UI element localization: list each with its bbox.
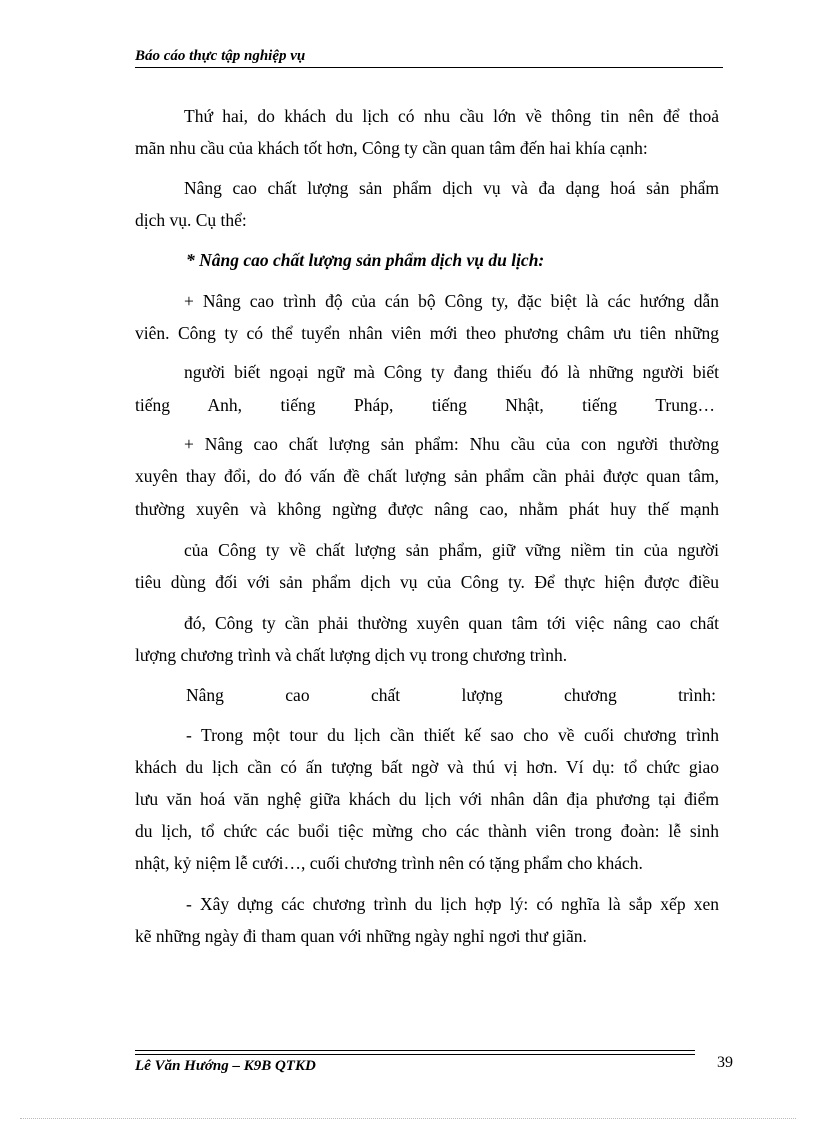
footer-divider: [135, 1050, 695, 1051]
text-line: viên. Công ty có thể tuyển nhân viên mới theo phương châm ưu tiên những: [135, 323, 719, 343]
text-line: Nâng cao chất lượng sản phẩm dịch vụ và đa dạng hoá sản phẩm: [184, 178, 719, 198]
footer-divider-secondary: [135, 1054, 695, 1055]
text-line: khách du lịch cần có ấn tượng bất ngờ và thú vị hơn. Ví dụ: tổ chức giao: [135, 757, 719, 777]
text-line: người biết ngoại ngữ mà Công ty đang thiếu đó là những người biết: [184, 362, 719, 382]
text-line: lưu văn hoá văn nghệ giữa khách du lịch với nhân dân địa phương tại điểm: [135, 789, 719, 809]
text-line: tiếng Anh, tiếng Pháp, tiếng Nhật, tiếng Trung…: [135, 395, 715, 415]
text-line: du lịch, tổ chức các buổi tiệc mừng cho các thành viên trong đoàn: lễ sinh: [135, 821, 719, 841]
text-line: dịch vụ. Cụ thể:: [135, 210, 247, 230]
text-line: tiêu dùng đối với sản phẩm dịch vụ của Công ty. Để thực hiện được điều: [135, 572, 719, 592]
text-line: nhật, kỷ niệm lễ cưới…, cuối chương trình nên có tặng phẩm cho khách.: [135, 853, 643, 873]
text-line: + Nâng cao trình độ của cán bộ Công ty, đặc biệt là các hướng dẫn: [184, 291, 719, 311]
text-line: của Công ty về chất lượng sản phẩm, giữ vững niềm tin của người: [184, 540, 719, 560]
text-line: mãn nhu cầu của khách tốt hơn, Công ty cần quan tâm đến hai khía cạnh:: [135, 138, 648, 158]
text-line: kẽ những ngày đi tham quan với những ngày nghỉ ngơi thư giãn.: [135, 926, 587, 946]
text-line: Nâng cao chất lượng chương trình:: [186, 685, 716, 705]
text-line: - Trong một tour du lịch cần thiết kế sao cho về cuối chương trình: [186, 725, 719, 745]
text-line: + Nâng cao chất lượng sản phẩm: Nhu cầu của con người thường: [184, 434, 719, 454]
running-header: Báo cáo thực tập nghiệp vụ: [135, 48, 306, 64]
page-bottom-edge: [20, 1118, 796, 1119]
text-line: lượng chương trình và chất lượng dịch vụ trong chương trình.: [135, 645, 568, 665]
text-line: thường xuyên và không ngừng được nâng cao, nhằm phát huy thế mạnh: [135, 499, 719, 519]
footer-author: Lê Văn Hướng – K9B QTKD: [135, 1058, 316, 1074]
text-line: Thứ hai, do khách du lịch có nhu cầu lớn về thông tin nên để thoả: [184, 106, 719, 126]
text-line: xuyên thay đổi, do đó vấn đề chất lượng sản phẩm cần phải được quan tâm,: [135, 466, 719, 486]
page-number: 39: [717, 1054, 733, 1071]
section-heading: * Nâng cao chất lượng sản phẩm dịch vụ du lịch:: [186, 250, 545, 270]
text-line: đó, Công ty cần phải thường xuyên quan tâm tới việc nâng cao chất: [184, 613, 719, 633]
text-line: - Xây dựng các chương trình du lịch hợp lý: có nghĩa là sắp xếp xen: [186, 894, 719, 914]
header-divider: [135, 67, 723, 68]
